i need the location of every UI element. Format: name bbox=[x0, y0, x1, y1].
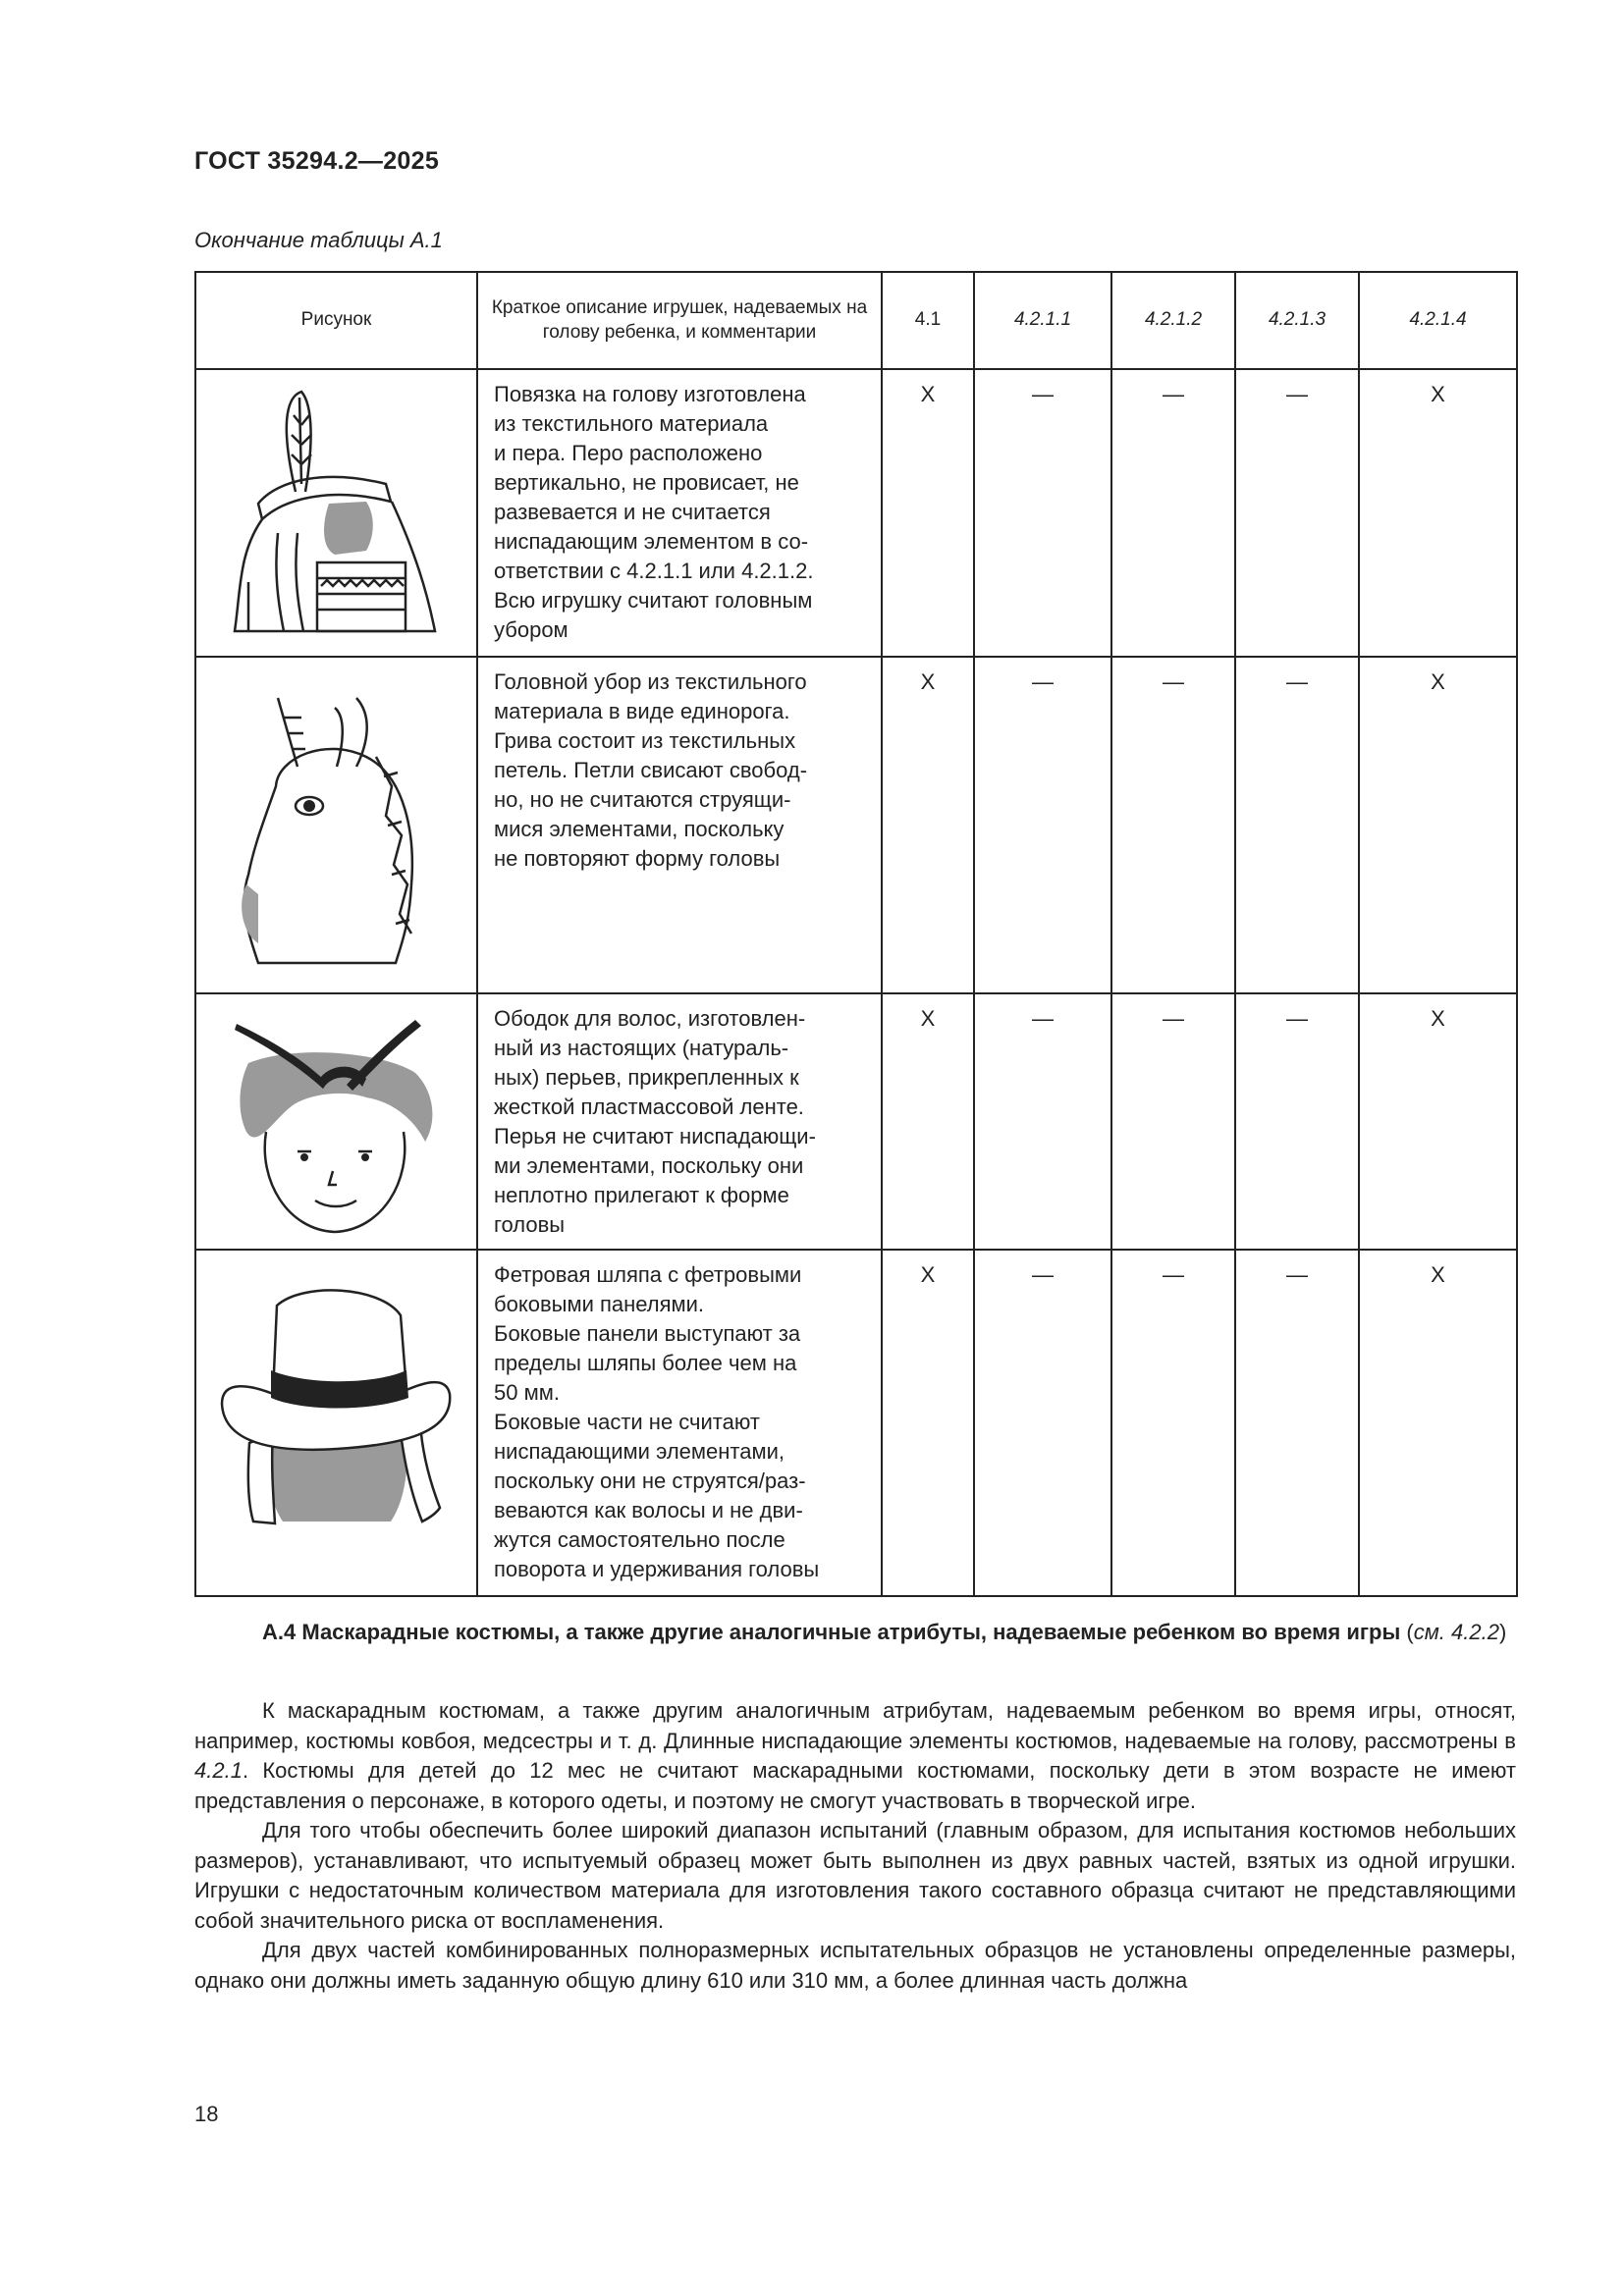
description-line: убором bbox=[494, 617, 568, 642]
indian-headband-figure bbox=[219, 386, 455, 641]
mark-4-2-1-1: — bbox=[974, 1250, 1111, 1596]
mark-4-2-1-2: — bbox=[1111, 369, 1235, 657]
section-title-ref: см. 4.2.2 bbox=[1413, 1620, 1499, 1644]
column-header-figure: Рисунок bbox=[195, 272, 477, 369]
figure-cell bbox=[195, 1250, 477, 1596]
section-title bbox=[194, 1618, 1516, 1648]
description-line: боковыми панелями. bbox=[494, 1292, 705, 1316]
description-line: ных) перьев, прикрепленных к bbox=[494, 1065, 799, 1090]
column-header-4-2-1-4: 4.2.1.4 bbox=[1359, 272, 1517, 369]
mark-4-2-1-3: — bbox=[1235, 993, 1359, 1250]
description-line: Грива состоит из текстильных bbox=[494, 728, 796, 753]
section-title-paren: ( bbox=[1400, 1620, 1414, 1644]
column-header-4-2-1-3: 4.2.1.3 bbox=[1235, 272, 1359, 369]
description-line: Головной убор из текстильного bbox=[494, 669, 807, 694]
description-line: Повязка на голову изготовлена bbox=[494, 382, 806, 406]
paragraph-text: К маскарадным костюмам, а также другим аналогичным атрибутам, надеваемым ребенком во время игры, относят, например, костюмы ковбоя, медсестры и т. д. Длинные ниспадающие элементы костюмов, надеваемые на голову, рассмотрены в bbox=[194, 1698, 1516, 1753]
description-line: развевается и не считается bbox=[494, 500, 771, 524]
mark-4-2-1-3: — bbox=[1235, 657, 1359, 993]
description-line: и пера. Перо расположено bbox=[494, 441, 763, 465]
description-cell bbox=[477, 369, 882, 657]
mark-4-2-1-1: — bbox=[974, 657, 1111, 993]
description-line: но, но не считаются струящи- bbox=[494, 787, 791, 812]
column-header-4-2-1-1: 4.2.1.1 bbox=[974, 272, 1111, 369]
table-header-row bbox=[195, 272, 1517, 369]
mark-4-2-1-4: X bbox=[1359, 657, 1517, 993]
mark-4-2-1-4: X bbox=[1359, 1250, 1517, 1596]
description-line: 50 мм. bbox=[494, 1380, 560, 1405]
description-line: Боковые панели выступают за bbox=[494, 1321, 801, 1346]
standard-header: ГОСТ 35294.2—2025 bbox=[194, 147, 440, 175]
paragraph: Для того чтобы обеспечить более широкий диапазон испытаний (главным образом, для испытания костюмов небольших размеров), устанавливают, что испытуемый образец может быть выполнен из двух равных частей, взятых из одной игрушки. Игрушки с недостаточным количеством материала для изготовления такого составного образца считают не представляющими собой значительного риска от воспламенения. bbox=[194, 1818, 1516, 1933]
description-line: Боковые части не считают bbox=[494, 1410, 760, 1434]
description-line: материала в виде единорога. bbox=[494, 699, 790, 723]
mark-4-2-1-1: — bbox=[974, 369, 1111, 657]
description-line: ниспадающим элементом в со- bbox=[494, 529, 809, 554]
description-line: поворота и удерживания головы bbox=[494, 1557, 820, 1581]
description-line: Ободок для волос, изготовлен- bbox=[494, 1006, 806, 1031]
description-line: ный из настоящих (натураль- bbox=[494, 1036, 789, 1060]
column-header-4-2-1-2: 4.2.1.2 bbox=[1111, 272, 1235, 369]
description-line: Фетровая шляпа с фетровыми bbox=[494, 1262, 802, 1287]
section-body bbox=[194, 1696, 1516, 1996]
page-number: 18 bbox=[194, 2102, 219, 2126]
description-line: жутся самостоятельно после bbox=[494, 1527, 785, 1552]
table-row bbox=[195, 993, 1517, 1250]
figure-cell bbox=[195, 657, 477, 993]
description-line: Перья не считают ниспадающи- bbox=[494, 1124, 816, 1148]
description-line: ми элементами, поскольку они bbox=[494, 1153, 804, 1178]
table-row bbox=[195, 369, 1517, 657]
description-line: петель. Петли свисают свобод- bbox=[494, 758, 808, 782]
mark-4-2-1-3: — bbox=[1235, 1250, 1359, 1596]
description-line: мися элементами, поскольку bbox=[494, 817, 785, 841]
section-title-paren: ) bbox=[1498, 1620, 1507, 1644]
description-line: вертикально, не провисает, не bbox=[494, 470, 799, 495]
mark-4-2-1-2: — bbox=[1111, 1250, 1235, 1596]
cross-reference: 4.2.1 bbox=[194, 1758, 243, 1783]
mark-4-2-1-4: X bbox=[1359, 993, 1517, 1250]
description-line: ниспадающими элементами, bbox=[494, 1439, 785, 1464]
unicorn-hat-figure bbox=[219, 678, 455, 973]
description-line: головы bbox=[494, 1212, 566, 1237]
mark-4-2-1-2: — bbox=[1111, 657, 1235, 993]
description-line: неплотно прилегают к форме bbox=[494, 1183, 789, 1207]
figure-cell bbox=[195, 993, 477, 1250]
description-line: поскольку они не струятся/раз- bbox=[494, 1468, 806, 1493]
description-line: пределы шляпы более чем на bbox=[494, 1351, 797, 1375]
mark-4-2-1-4: X bbox=[1359, 369, 1517, 657]
mark-4-1: X bbox=[882, 993, 974, 1250]
felt-hat-figure bbox=[214, 1276, 460, 1571]
description-line: веваются как волосы и не дви- bbox=[494, 1498, 803, 1522]
mark-4-1: X bbox=[882, 369, 974, 657]
paragraph: Для двух частей комбинированных полноразмерных испытательных образцов не установлены определенные размеры, однако они должны иметь заданную общую длину 610 или 310 мм, а более длинная часть должна bbox=[194, 1938, 1516, 1993]
paragraph-text: . Костюмы для детей до 12 мес не считают маскарадными костюмами, поскольку дети в этом возрасте не имеют представления о персонаже, в которого одеты, и поэтому не смогут участвовать в творческой игре. bbox=[194, 1758, 1516, 1813]
description-line: Всю игрушку считают головным bbox=[494, 588, 813, 613]
paragraph bbox=[194, 1696, 1516, 1816]
mark-4-1: X bbox=[882, 657, 974, 993]
description-line: из текстильного материала bbox=[494, 411, 769, 436]
section-title-text: А.4 Маскарадные костюмы, а также другие аналогичные атрибуты, надеваемые ребенком во время игры bbox=[262, 1620, 1401, 1644]
mark-4-2-1-2: — bbox=[1111, 993, 1235, 1250]
feather-headband-figure bbox=[219, 1004, 455, 1240]
description-cell bbox=[477, 657, 882, 993]
figure-cell bbox=[195, 369, 477, 657]
description-cell bbox=[477, 993, 882, 1250]
mark-4-1: X bbox=[882, 1250, 974, 1596]
table-a1 bbox=[194, 271, 1518, 1597]
column-header-4-1: 4.1 bbox=[882, 272, 974, 369]
description-line: жесткой пластмассовой ленте. bbox=[494, 1095, 804, 1119]
description-line: ответствии с 4.2.1.1 или 4.2.1.2. bbox=[494, 559, 814, 583]
description-cell bbox=[477, 1250, 882, 1596]
table-row bbox=[195, 657, 1517, 993]
description-line: не повторяют форму головы bbox=[494, 846, 781, 871]
mark-4-2-1-3: — bbox=[1235, 369, 1359, 657]
column-header-description: Краткое описание игрушек, надеваемых на голову ребенка, и комментарии bbox=[477, 272, 882, 369]
mark-4-2-1-1: — bbox=[974, 993, 1111, 1250]
table-caption: Окончание таблицы А.1 bbox=[194, 228, 443, 252]
table-row bbox=[195, 1250, 1517, 1596]
